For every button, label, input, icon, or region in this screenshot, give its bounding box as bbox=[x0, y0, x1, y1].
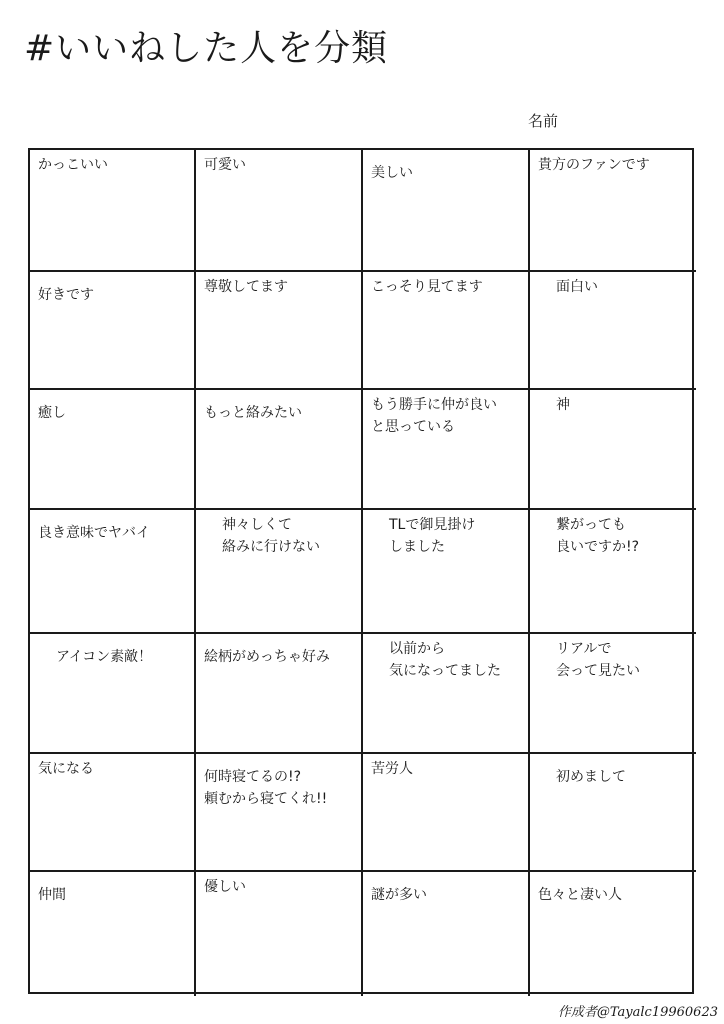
grid-cell: 何時寝てるの!? 頼むから寝てくれ!! bbox=[196, 754, 363, 872]
grid-cell: 癒し bbox=[30, 390, 196, 510]
grid-cell: 尊敬してます bbox=[196, 272, 363, 390]
grid-cell: 以前から 気になってました bbox=[363, 634, 530, 754]
grid-cell: 優しい bbox=[196, 872, 363, 996]
grid-cell: かっこいい bbox=[30, 150, 196, 272]
classification-grid bbox=[28, 148, 694, 994]
grid-cell: 色々と凄い人 bbox=[538, 887, 622, 903]
grid-cell: 絵柄がめっちゃ好み bbox=[196, 634, 363, 754]
grid-cell: 繋がっても 良いですか!? bbox=[530, 510, 696, 634]
grid-cell: 苦労人 bbox=[363, 754, 530, 872]
grid-cell: 可愛い bbox=[196, 150, 363, 272]
grid-cell: こっそり見てます bbox=[363, 272, 530, 390]
grid-cell: 仲間 bbox=[30, 872, 196, 996]
page-title: #いいねした人を分類 bbox=[24, 28, 389, 69]
grid-cell: 神 bbox=[530, 390, 696, 510]
grid-cell: 気になる bbox=[30, 754, 196, 872]
author-credit: 作成者@Tayalc19960623 bbox=[557, 1005, 718, 1020]
grid-cell: もっと絡みたい bbox=[196, 390, 363, 510]
name-label: 名前 bbox=[528, 112, 559, 130]
grid-cell: アイコン素敵！ bbox=[30, 634, 196, 754]
grid-cell: もう勝手に仲が良い と思っている bbox=[363, 390, 530, 510]
grid-cell: 面白い bbox=[530, 272, 696, 390]
grid-cell: 神々しくて 絡みに行けない bbox=[196, 510, 363, 634]
grid-cell: TLで御見掛け しました bbox=[363, 510, 530, 634]
grid-cell: 美しい bbox=[363, 150, 530, 272]
grid-cell: リアルで 会って見たい bbox=[530, 634, 696, 754]
grid-cell: 初めまして bbox=[530, 754, 696, 872]
grid-cell: 良き意味でヤバイ bbox=[30, 510, 196, 634]
grid-cell: 謎が多い bbox=[363, 872, 530, 996]
grid-cell: 貴方のファンです bbox=[530, 150, 696, 272]
grid-cell: 好きです bbox=[30, 272, 196, 390]
